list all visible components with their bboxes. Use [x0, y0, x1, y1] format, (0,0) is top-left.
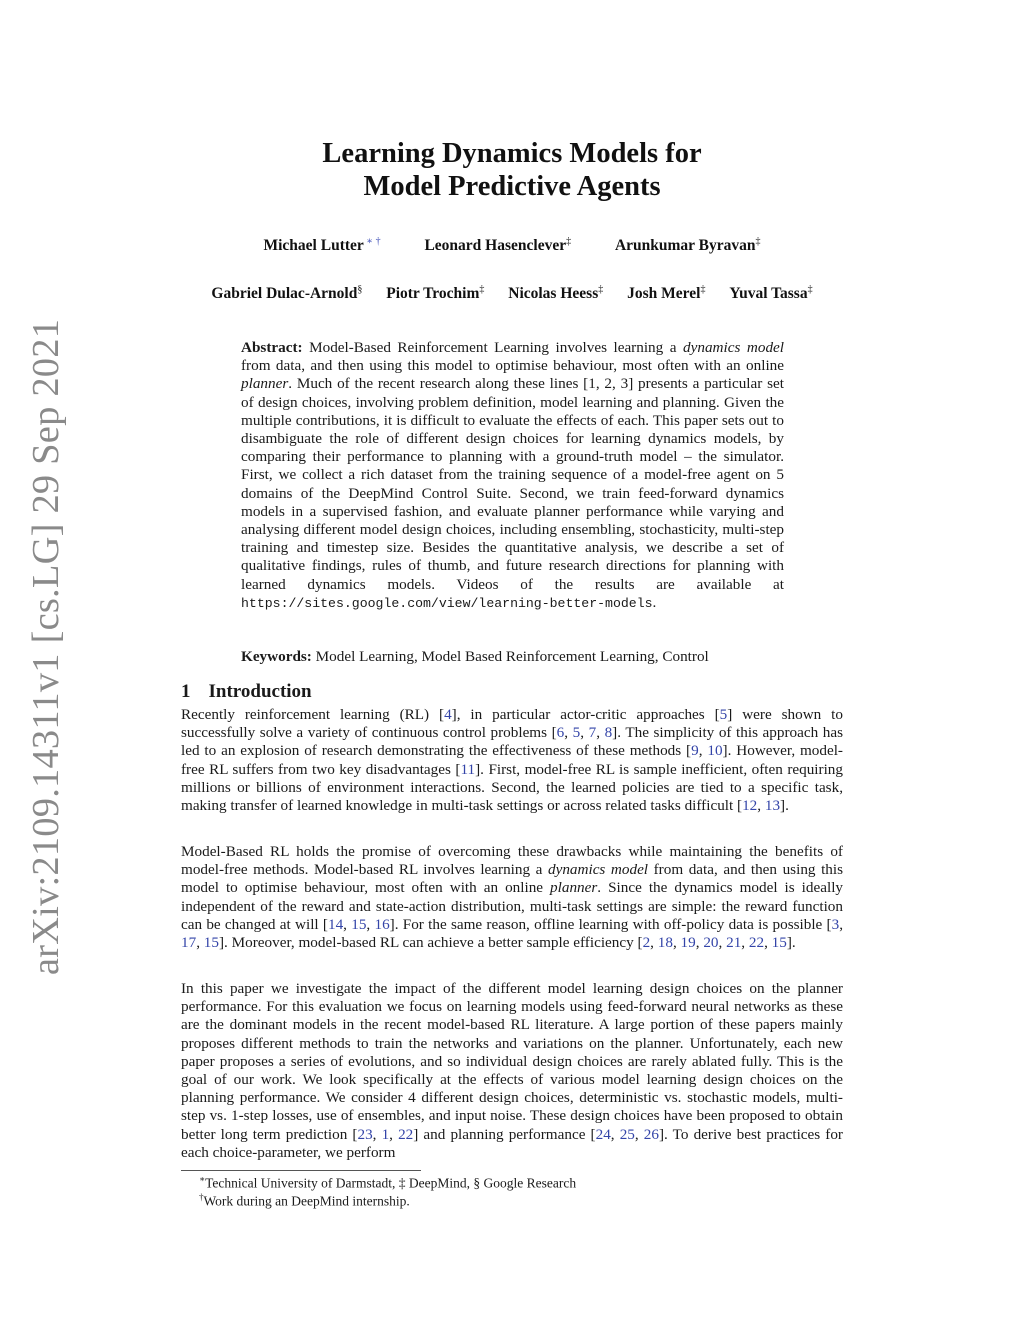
paragraph-text: . Since the dynamics model is ideally independent of the reward and state-action distribution, multi-task settings are simple: the reward function can be changed at will [: [181, 879, 844, 933]
citation-link[interactable]: 25: [619, 1125, 635, 1143]
paragraph-text: ] and planning performance [: [413, 1125, 596, 1143]
citation-link[interactable]: 15: [771, 934, 787, 952]
citation-link[interactable]: 22: [398, 1125, 414, 1143]
keywords: [241, 648, 709, 666]
abstract-text: . Much of the recent research along these lines [: [288, 375, 589, 393]
citation-link[interactable]: 5: [572, 724, 581, 742]
arxiv-side-stamp: arXiv:2109.14311v1 [cs.LG] 29 Sep 2021: [25, 318, 67, 976]
author: [508, 284, 603, 303]
section-number: 1: [181, 681, 191, 702]
paragraph-emphasis: planner: [550, 879, 598, 897]
author: [627, 284, 705, 303]
intro-paragraph-3: In this paper we investigate the impact of the different model learning design choices on the planner performance. For this evaluation we focus on learning models using feed-forward neural networks as these are the dominant models in the recent model-based RL literature. A large portion of these papers mainly proposes different methods to train the networks and variations on the planner. Unfortunately, each new paper proposes a series of evolutions, and so individual design choices are rarely ablated fully. This is the goal of our work. We look specifically at the effects of various model learning design choices on the planning performance. We consider 4 different design choices, deterministic vs. stochastic models, multi-step vs. 1-step losses, use of ensembles, and input noise. These design choices have been proposed to obtain better long term prediction [23, 1, 22] and planning performance [24, 25, 26]. To derive best practices for each choice-parameter, we perform: [181, 980, 843, 1161]
author: [424, 236, 571, 255]
citation-link[interactable]: 8: [604, 724, 613, 742]
author-row-2: [0, 284, 1024, 303]
citation-link[interactable]: 2: [604, 375, 612, 393]
author-row-1: [0, 236, 1024, 255]
author-affiliation-mark: ‡: [598, 284, 604, 295]
author-affiliation-mark: ‡: [700, 284, 706, 295]
author-affiliation-mark: §: [357, 284, 363, 295]
paragraph-text: ].: [786, 934, 796, 952]
citation-link[interactable]: 2: [642, 934, 651, 952]
author-affiliation-mark: ‡: [807, 284, 813, 295]
footnote-mark: ∗: [199, 1174, 206, 1184]
paragraph-text: ].: [780, 797, 789, 815]
project-url-link[interactable]: https://sites.google.com/view/learning-better-models: [241, 595, 653, 611]
footnote-text: Technical University of Darmstadt, ‡ DeepMind, § Google Research: [205, 1175, 577, 1191]
paragraph-text: ]. First, model-free RL is sample inefficient, often requiring millions or billions of environment interactions. Second, the learned policies are tied to a specific task, making transfer of learned knowledge in multi-task settings or across related tasks difficult [: [181, 760, 843, 815]
citation-link[interactable]: 13: [764, 797, 781, 815]
author: [729, 284, 812, 303]
author-name: Michael Lutter: [263, 237, 364, 255]
author-affiliation-mark: ∗ †: [363, 236, 381, 247]
citation-link[interactable]: 21: [726, 934, 742, 952]
footnote-affiliations: [199, 1174, 576, 1192]
paragraph-text: ], in particular actor-critic approaches [: [451, 706, 720, 723]
citation-link[interactable]: 12: [742, 797, 758, 815]
author-name: Piotr Trochim: [386, 285, 480, 303]
footnote-internship: [199, 1192, 410, 1210]
author: [386, 284, 484, 303]
paragraph-text: ]. The simplicity of this approach has led to an explosion of research demonstrating the effectiveness of these methods [: [181, 724, 844, 760]
author-name: Josh Merel: [627, 285, 701, 303]
intro-paragraph-1: Recently reinforcement learning (RL) [4], in particular actor-critic approaches [5] were shown to successfully solve a variety of continuous control problems [6, 5, 7, 8]. The simplicity of this approach has led to an explosion of research demonstrating the effectiveness of these methods [9, 10]. However, model-free RL suffers from two key disadvantages [11]. First, model-free RL is sample inefficient, often requiring millions or billions of environment interactions. Second, the learned policies are tied to a specific task, making transfer of learned knowledge in multi-task settings or across related tasks difficult [12, 13].: [181, 706, 844, 815]
citation-link[interactable]: 23: [357, 1125, 373, 1143]
author-affiliation-mark: ‡: [755, 236, 761, 247]
abstract: Abstract: Model-Based Reinforcement Learning involves learning a dynamics model from data, and then using this model to optimise behaviour, most often with an online planner. Much of the recent research along these lines [1, 2, 3] presents a particular set of design choices, involving problem definition, model learning and planning. Given the multiple contributions, it is difficult to evaluate the effects of each. This paper sets out to disambiguate the role of different design choices for learning dynamics models, by comparing their performance to planning with a ground-truth model – the simulator. First, we collect a rich dataset from the training sequence of a model-free agent on 5 domains of the DeepMind Control Suite. Second, we train feed-forward dynamics models in a supervised fashion, and evaluate planner performance while varying and analysing different model design choices, including ensembling, stochasticity, multi-step training and timestep size. Besides the quantitative analysis, we describe a set of qualitative findings, rules of thumb, and future research directions for planning with learned dynamics models. Videos of the results are available at https://sites.google.com/view/learning-better-models.: [241, 339, 785, 611]
author: [615, 236, 761, 255]
citation-link[interactable]: 22: [748, 934, 765, 952]
paper-title: [0, 137, 1024, 203]
section-title: Introduction: [208, 681, 312, 702]
citation-link[interactable]: 14: [327, 915, 344, 933]
citation-link[interactable]: 4: [444, 706, 452, 723]
citation-link[interactable]: 5: [719, 706, 728, 723]
author-name: Gabriel Dulac-Arnold: [211, 285, 358, 303]
keywords-label: Keywords:: [241, 648, 312, 665]
citation-link[interactable]: 1: [588, 375, 596, 393]
citation-link[interactable]: 3: [831, 915, 840, 933]
paragraph-text: ]. However, model-free RL suffers from two key disadvantages [: [181, 742, 843, 778]
citation-link[interactable]: 6: [556, 724, 565, 742]
citation-link[interactable]: 26: [643, 1125, 659, 1143]
abstract-text: .: [652, 593, 657, 611]
abstract-emphasis: dynamics model: [683, 339, 785, 356]
abstract-text: from data, and then using this model to optimise behaviour, most often with an online: [241, 357, 784, 375]
citation-link[interactable]: 11: [460, 760, 476, 778]
citation-link[interactable]: 17: [181, 934, 197, 952]
citation-link[interactable]: 3: [620, 375, 629, 393]
paragraph-text: from data, and then using this model to optimise behaviour, most often with an online: [181, 861, 844, 897]
keywords-text: Model Learning, Model Based Reinforcement Learning, Control: [311, 648, 709, 665]
footnote-text: Work during an DeepMind internship.: [203, 1193, 410, 1209]
citation-link[interactable]: 7: [588, 724, 597, 742]
author-name: Arunkumar Byravan: [614, 237, 756, 255]
abstract-emphasis: planner: [241, 375, 289, 393]
paragraph-text: ] were shown to successfully solve a variety of continuous control problems [: [181, 706, 843, 742]
abstract-text: ] presents a particular set of design choices, involving problem definition, model learning and planning. Given the multiple contributions, it is difficult to evaluate the effects of each. This paper sets out to disambiguate the role of different design choices for learning dynamics models, by comparing their performance to planning with a ground-truth model – the simulator. First, we collect a rich dataset from the training sequence of a model-free agent on 5 domains of the DeepMind Control Suite. Second, we train feed-forward dynamics models in a supervised fashion, and evaluate planner performance while varying and analysing different model design choices, including ensembling, stochasticity, multi-step training and timestep size. Besides the quantitative analysis, we describe a set of qualitative findings, rules of thumb, and future research directions for planning with learned dynamics models. Videos of the results are available at: [241, 375, 784, 593]
title-line-1: Learning Dynamics Models for: [322, 138, 702, 169]
citation-link[interactable]: 1: [381, 1125, 390, 1143]
author: [211, 284, 362, 303]
footnote-divider: [181, 1170, 421, 1171]
citation-link[interactable]: 20: [703, 934, 719, 952]
paragraph-text: ]. To derive best practices for each choice-parameter, we perform: [181, 1125, 843, 1161]
paragraph-text: Recently reinforcement learning (RL) [: [181, 706, 445, 723]
section-heading-introduction: [181, 681, 312, 703]
paragraph-emphasis: dynamics model: [547, 861, 649, 879]
author-name: Leonard Hasenclever: [424, 237, 567, 255]
citation-link[interactable]: 15: [203, 934, 219, 952]
paragraph-text: In this paper we investigate the impact of the different model learning design choices on the planner performance. For this evaluation we focus on learning models using feed-forward neural networks as these are the dominant models in the recent model-based RL literature. A large portion of these papers mainly proposes different methods to train the networks and variations on the planner. Unfortunately, each new paper proposes a series of evolutions, and so individual design choices are rarely ablated fully. This is the goal of our work. We look specifically at the effects of various model learning design choices on the planning performance. We consider 4 different design choices, deterministic vs. stochastic models, multi-step vs. 1-step losses, use of ensembles, and input noise. These design choices have been proposed to obtain better long term prediction [: [181, 980, 843, 1143]
author-affiliation-mark: ‡: [566, 236, 572, 247]
abstract-label: Abstract:: [241, 339, 303, 356]
citation-link[interactable]: 18: [657, 934, 673, 952]
author-affiliation-mark: ‡: [479, 284, 485, 295]
author-name: Yuval Tassa: [729, 285, 808, 303]
citation-link[interactable]: 16: [374, 915, 390, 933]
citation-link[interactable]: 24: [595, 1125, 611, 1143]
title-line-2: Model Predictive Agents: [363, 171, 661, 202]
citation-link[interactable]: 10: [707, 742, 723, 760]
author-name: Nicolas Heess: [508, 285, 599, 303]
citation-link[interactable]: 9: [691, 742, 699, 760]
paragraph-text: ]. For the same reason, offline learning with off-policy data is possible [: [389, 915, 832, 933]
footnote-mark: †: [199, 1192, 204, 1202]
author: [263, 236, 380, 255]
intro-paragraph-2: Model-Based RL holds the promise of overcoming these drawbacks while maintaining the benefits of model-free methods. Model-based RL involves learning a dynamics model from data, and then using this model to optimise behaviour, most often with an online planner. Since the dynamics model is ideally independent of the reward and state-action distribution, multi-task settings are simple: the reward function can be changed at will [14, 15, 16]. For the same reason, offline learning with off-policy data is possible [3, 17, 15]. Moreover, model-based RL can achieve a better sample efficiency [2, 18, 19, 20, 21, 22, 15].: [181, 843, 844, 952]
citation-link[interactable]: 19: [680, 934, 696, 952]
abstract-text: Model-Based Reinforcement Learning involves learning a: [309, 339, 684, 356]
paragraph-text: Model-Based RL holds the promise of overcoming these drawbacks while maintaining the benefits of model-free methods. Model-based RL involves learning a: [181, 843, 843, 879]
paragraph-text: ]. Moreover, model-based RL can achieve a better sample efficiency [: [218, 934, 643, 952]
citation-link[interactable]: 15: [351, 915, 367, 933]
